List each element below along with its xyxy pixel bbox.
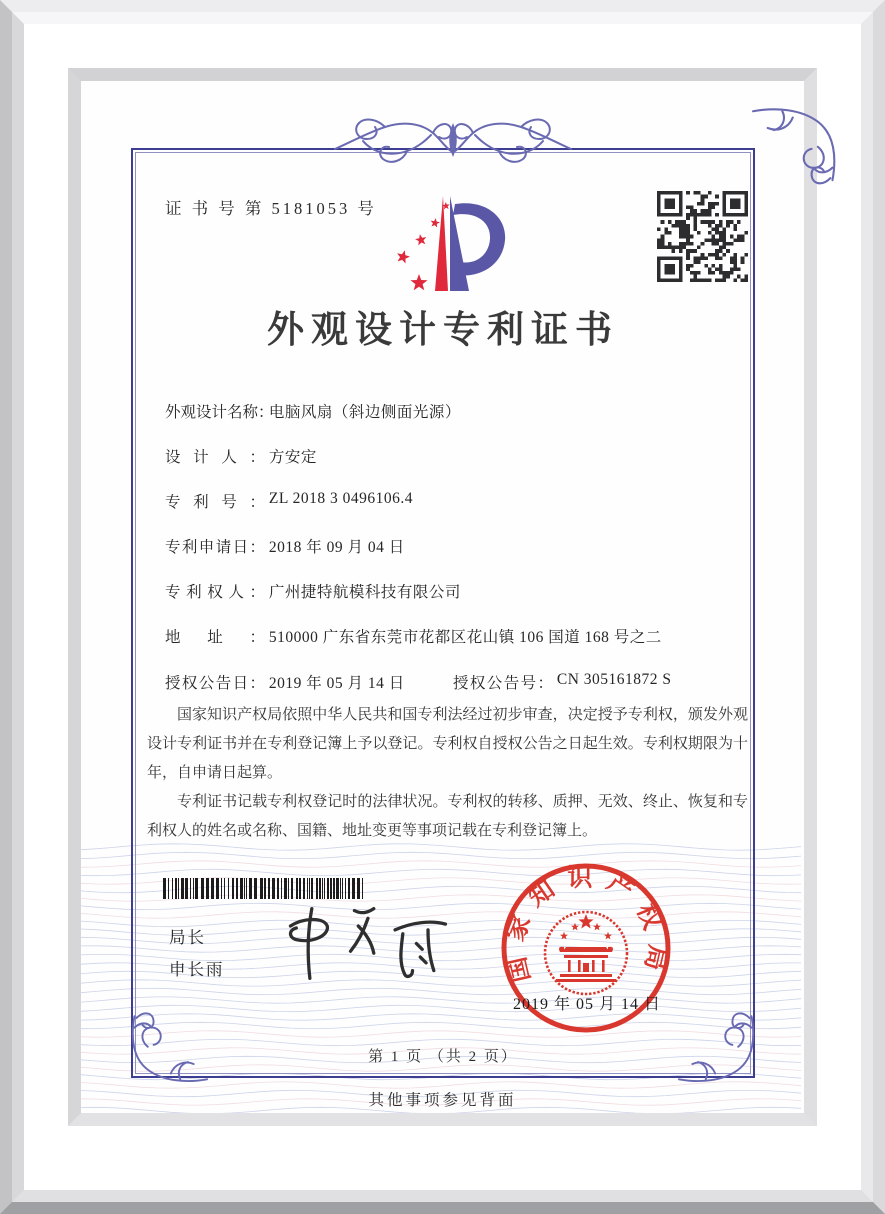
field-row-designer bbox=[165, 445, 745, 467]
grant-date-label: 授权公告日： bbox=[165, 675, 265, 692]
field-row-grant bbox=[165, 671, 745, 693]
grant-number-label: 授权公告号： bbox=[453, 675, 553, 692]
field-row-patent-number bbox=[165, 490, 745, 512]
field-row-address bbox=[165, 625, 745, 647]
legal-paragraphs bbox=[147, 701, 748, 846]
commissioner-name-label: 申长雨 bbox=[169, 961, 225, 979]
field-row-design-name bbox=[165, 400, 745, 422]
cnipa-logo-icon bbox=[383, 191, 514, 294]
field-value: 510000 广东省东莞市花都区花山镇 106 国道 168 号之二 bbox=[268, 629, 662, 646]
paragraph-register-statement: 专利证书记载专利权登记时的法律状况。专利权的转移、质押、无效、终止、恢复和专利权人的姓名或名称、国籍、地址变更等事项记载在专利登记簿上。 bbox=[147, 794, 748, 839]
grant-date-value: 2019 年 05 月 14 日 bbox=[268, 675, 405, 692]
field-label: 外观设计名称： bbox=[165, 404, 274, 421]
field-label: 设计人： bbox=[165, 449, 265, 466]
certificate-number: 证 书 号 第 5181053 号 bbox=[165, 199, 377, 218]
field-label: 专利号： bbox=[165, 494, 265, 511]
field-value: 方安定 bbox=[268, 449, 317, 466]
paragraph-grant-statement: 国家知识产权局依照中华人民共和国专利法经过初步审查，决定授予专利权，颁发外观设计专利证书并在专利登记簿上予以登记。专利权自授权公告之日起生效。专利权期限为十年，自申请日起算。 bbox=[147, 707, 748, 781]
field-label: 专利权人： bbox=[165, 584, 265, 601]
field-value: 广州捷特航模科技有限公司 bbox=[268, 584, 461, 601]
seal-date: 2019 年 05 月 14 日 bbox=[512, 996, 661, 1013]
field-row-patentee bbox=[165, 580, 745, 602]
paper-edge-shadow bbox=[68, 68, 817, 1126]
see-reverse-note: 其他事项参见背面 bbox=[368, 1092, 517, 1109]
grant-number-value: CN 305161872 S bbox=[556, 671, 672, 688]
field-label: 专利申请日： bbox=[165, 539, 265, 556]
field-label: 地址： bbox=[165, 629, 265, 646]
page-number-note: 第 1 页 （共 2 页） bbox=[368, 1049, 518, 1065]
barcode-icon bbox=[163, 878, 367, 899]
field-row-filing-date bbox=[165, 535, 745, 557]
certificate-title: 外观设计专利证书 bbox=[267, 310, 619, 351]
field-value: 电脑风扇（斜边侧面光源） bbox=[268, 404, 461, 421]
certificate-content bbox=[81, 81, 804, 1113]
field-value: ZL 2018 3 0496106.4 bbox=[268, 490, 413, 507]
commissioner-role-label: 局长 bbox=[169, 929, 206, 947]
qr-code-icon bbox=[657, 191, 748, 282]
frame-mat bbox=[24, 24, 861, 1190]
certificate-paper bbox=[81, 81, 804, 1113]
national-emblem-icon bbox=[545, 912, 627, 994]
seal-ring-text: 国家知识产权局 bbox=[500, 864, 672, 985]
grant-number-pair bbox=[453, 671, 672, 693]
commissioner-signature bbox=[273, 897, 461, 989]
field-value: 2018 年 09 月 04 日 bbox=[268, 539, 405, 556]
